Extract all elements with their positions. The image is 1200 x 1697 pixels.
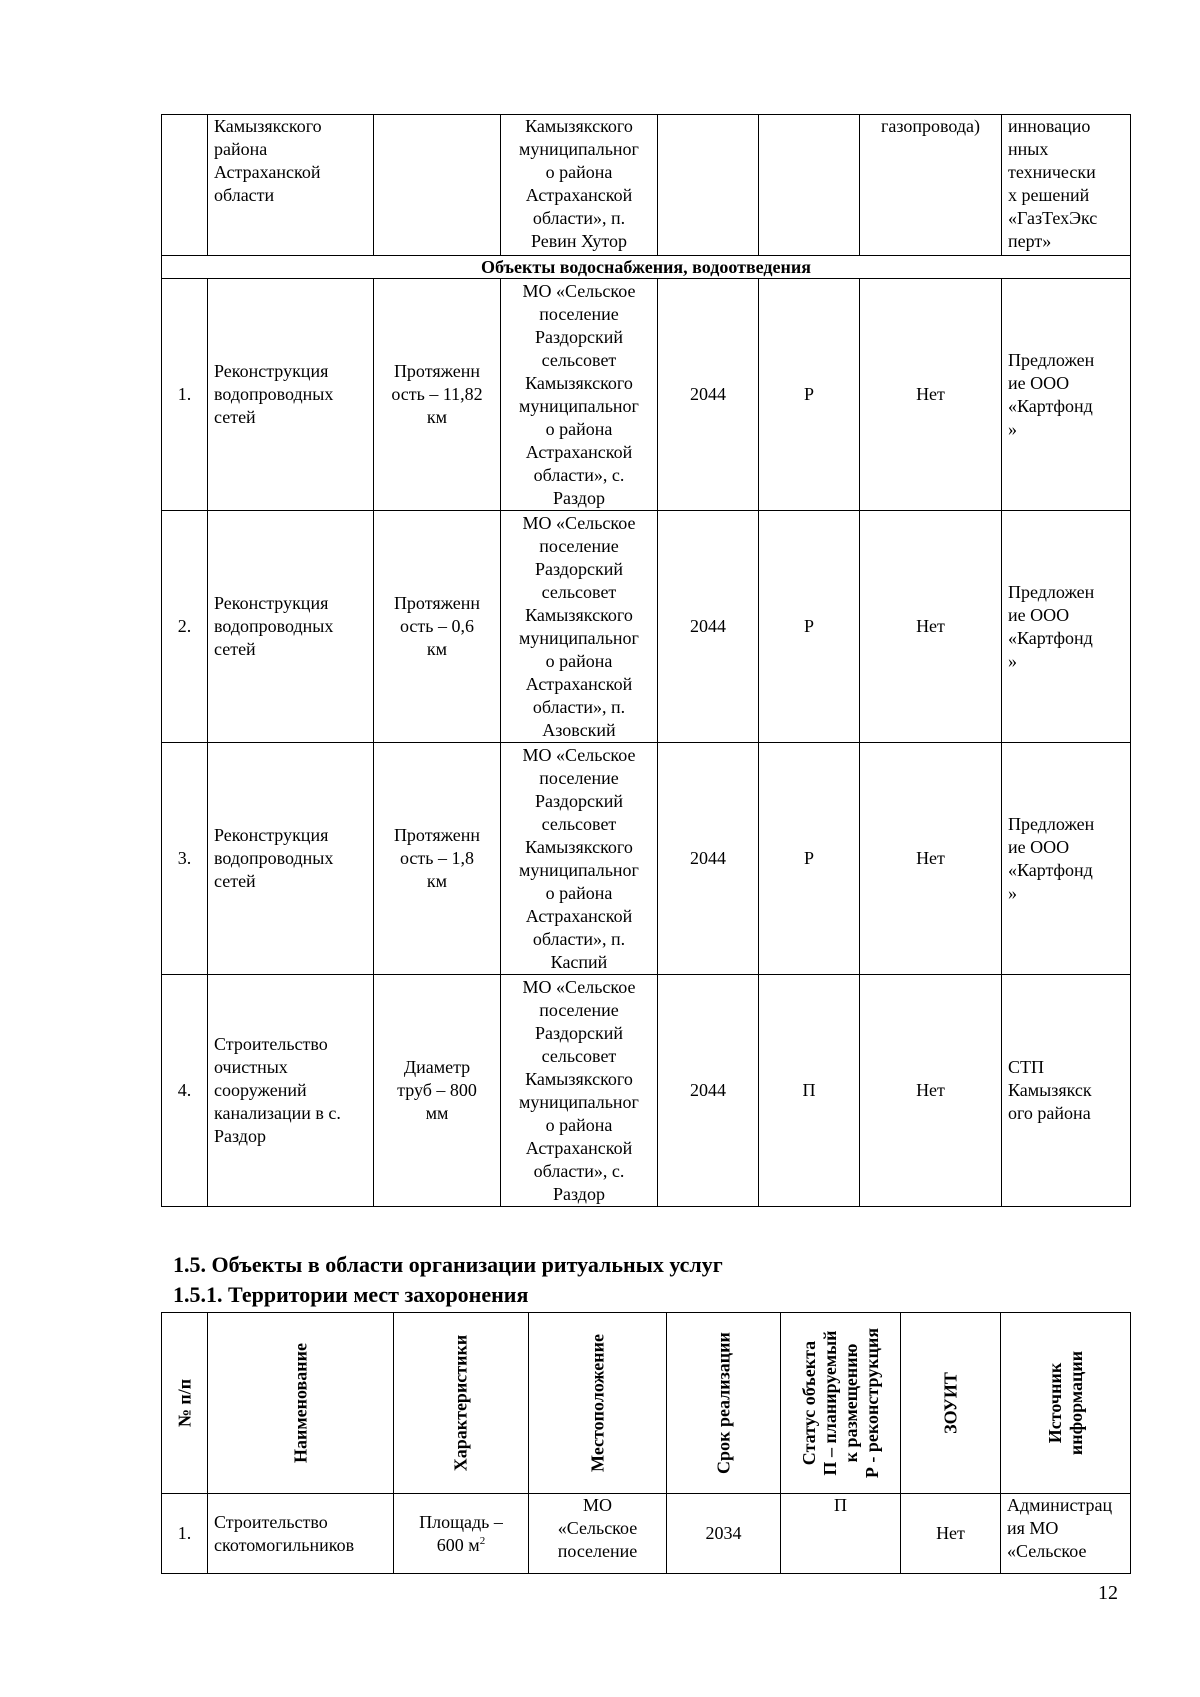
cell-num: 3. [162,743,208,975]
cell-status: П [781,1494,901,1574]
burial-places-table [161,1312,1131,1574]
header-source: Источник информации [1001,1313,1131,1494]
cell-characteristics: Протяженн ость – 1,8 км [374,743,501,975]
cell-zouit: Нет [860,975,1002,1207]
cell-location: Камызякского муниципальног о района Астраханской области», п. Ревин Хутор [501,115,658,256]
area-unit-exponent: 2 [479,1534,486,1547]
cell-num: 1. [162,279,208,511]
cell-location: МО «Сельское поселение Раздорский сельсовет Камызякского муниципальног о района Астраханской области», п. Каспий [501,743,658,975]
cell-term: 2034 [667,1494,781,1574]
cell-name: Реконструкция водопроводных сетей [208,279,374,511]
cell-num: 1. [162,1494,208,1574]
cell-status: Р [759,511,860,743]
table-row [162,511,1131,743]
cell-status: Р [759,279,860,511]
cell-term: 2044 [658,279,759,511]
cell-source: Предложен ие ООО «Картфонд » [1002,279,1131,511]
header-location: Местоположение [529,1313,667,1494]
cell-zouit: Нет [901,1494,1001,1574]
header-zouit: ЗОУИТ [901,1313,1001,1494]
cell-characteristics: Протяженн ость – 0,6 км [374,511,501,743]
cell-location: МО «Сельское поселение [529,1494,667,1574]
cell-location: МО «Сельское поселение Раздорский сельсовет Камызякского муниципальног о района Астраханской области», с. Раздор [501,975,658,1207]
cell-source: СТП Камызякск ого района [1002,975,1131,1207]
header-term: Срок реализации [667,1313,781,1494]
cell-characteristics: Диаметр труб – 800 мм [374,975,501,1207]
table-row [162,975,1131,1207]
cell-status: П [759,975,860,1207]
area-value: Площадь – 600 м [419,1511,503,1555]
cell-name: Строительство очистных сооружений канализации в с. Раздор [208,975,374,1207]
cell-characteristics: Протяженн ость – 11,82 км [374,279,501,511]
cell-term: 2044 [658,743,759,975]
cell-zouit: газопровода) [860,115,1002,256]
cell-name: Реконструкция водопроводных сетей [208,743,374,975]
cell-location: МО «Сельское поселение Раздорский сельсовет Камызякского муниципальног о района Астраханской области», п. Азовский [501,511,658,743]
subsection-heading-burial-places: 1.5.1. Территории мест захоронения [173,1282,529,1307]
table-header-row [162,1313,1131,1494]
header-characteristics: Характеристики [394,1313,529,1494]
section-row [162,256,1131,279]
header-num: № п/п [162,1313,208,1494]
cell-term: 2044 [658,975,759,1207]
cell-zouit: Нет [860,279,1002,511]
cell-characteristics [374,115,501,256]
section-heading-ritual-services: 1.5. Объекты в области организации ритуальных услуг [173,1252,723,1277]
cell-source: Предложен ие ООО «Картфонд » [1002,743,1131,975]
cell-source: Администрац ия МО «Сельское [1001,1494,1131,1574]
cell-num: 2. [162,511,208,743]
table-row [162,279,1131,511]
cell-term [658,115,759,256]
cell-source: Предложен ие ООО «Картфонд » [1002,511,1131,743]
cell-name: Камызякского района Астраханской области [208,115,374,256]
cell-term: 2044 [658,511,759,743]
cell-zouit: Нет [860,743,1002,975]
cell-source: инновацио нных технически х решений «ГазТехЭкс перт» [1002,115,1131,256]
cell-num [162,115,208,256]
header-status: Статус объекта П – планируемый к размещению Р - реконструкция [781,1313,901,1494]
section-title: Объекты водоснабжения, водоотведения [162,256,1131,279]
cell-num: 4. [162,975,208,1207]
table-row-continuation [162,115,1131,256]
cell-status [759,115,860,256]
cell-characteristics [394,1494,529,1574]
water-objects-table [161,114,1131,1207]
cell-name: Реконструкция водопроводных сетей [208,511,374,743]
table-row [162,1494,1131,1574]
table-row [162,743,1131,975]
page-number: 12 [1098,1582,1118,1604]
cell-name: Строительство скотомогильников [208,1494,394,1574]
cell-location: МО «Сельское поселение Раздорский сельсовет Камызякского муниципальног о района Астраханской области», с. Раздор [501,279,658,511]
header-name: Наименование [208,1313,394,1494]
cell-zouit: Нет [860,511,1002,743]
cell-status: Р [759,743,860,975]
